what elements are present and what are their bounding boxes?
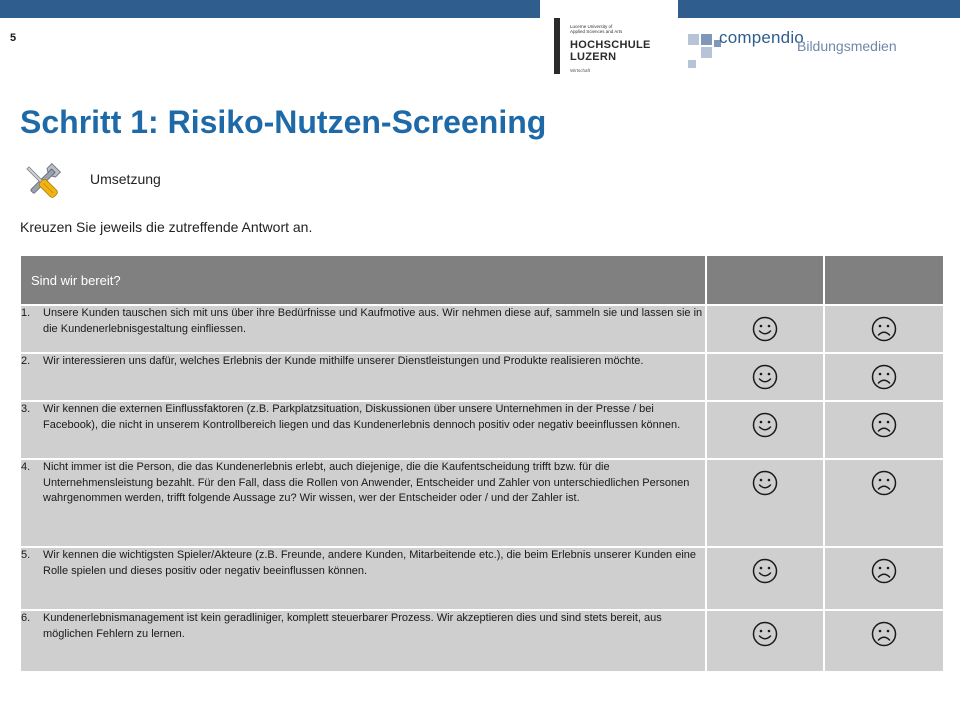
smiley-sad-icon[interactable]	[871, 470, 897, 496]
readiness-table	[19, 254, 945, 673]
answer-sad-cell[interactable]	[825, 548, 943, 609]
page-number: 5	[10, 32, 17, 44]
hslu-department: Wirtschaft	[570, 68, 591, 73]
answer-sad-cell[interactable]	[825, 402, 943, 458]
smiley-happy-icon[interactable]	[752, 621, 778, 647]
answer-happy-cell[interactable]	[707, 548, 823, 609]
table-row	[21, 460, 943, 546]
answer-sad-cell[interactable]	[825, 354, 943, 400]
answer-happy-cell[interactable]	[707, 354, 823, 400]
smiley-sad-icon[interactable]	[871, 316, 897, 342]
table-header-blank	[825, 256, 943, 304]
smiley-sad-icon[interactable]	[871, 412, 897, 438]
smiley-happy-icon[interactable]	[752, 558, 778, 584]
question-text: Wir interessieren uns dafür, welches Erlebnis der Kunde mithilfe unserer Dienstleistungen und Produkte realisieren möchte.	[43, 355, 644, 367]
hslu-name-line-1: HOCHSCHULE	[570, 39, 651, 51]
hslu-small-line-1: Lucerne University of	[570, 24, 613, 29]
table-header-blank	[707, 256, 823, 304]
question-number: 4.	[21, 461, 31, 473]
question-cell	[21, 460, 705, 546]
question-text: Wir kennen die wichtigsten Spieler/Akteure (z.B. Freunde, andere Kunden, Mitarbeitende etc.), die beim Erlebnis unserer Kunden eine Rolle spielen und dieses positiv oder negativ beeinflussen können.	[43, 549, 697, 577]
answer-happy-cell[interactable]	[707, 611, 823, 671]
question-number: 1.	[21, 307, 31, 319]
question-text: Wir kennen die externen Einflussfaktoren (z.B. Parkplatzsituation, Diskussionen über unsere Unternehmen in der Presse / bei Facebook), die nicht in unserem Kontrollbereich liegen und das Kundenerlebnis dennoch positiv oder negativ beeinflussen können.	[43, 403, 681, 431]
section-label: Umsetzung	[90, 171, 161, 187]
smiley-sad-icon[interactable]	[871, 558, 897, 584]
question-number: 6.	[21, 612, 31, 624]
question-item	[21, 548, 705, 579]
question-cell	[21, 354, 705, 400]
compendio-logo-square	[688, 60, 696, 68]
answer-sad-cell[interactable]	[825, 611, 943, 671]
question-cell	[21, 306, 705, 352]
question-item	[21, 306, 705, 337]
question-cell	[21, 611, 705, 671]
answer-happy-cell[interactable]	[707, 460, 823, 546]
compendio-logo-square	[701, 34, 712, 45]
compendio-logo-square	[701, 47, 712, 58]
question-item	[21, 611, 705, 642]
smiley-happy-icon[interactable]	[752, 412, 778, 438]
answer-happy-cell[interactable]	[707, 402, 823, 458]
top-bar-gap	[540, 0, 678, 18]
question-text: Kundenerlebnismanagement ist kein geradliniger, komplett steuerbarer Prozess. Wir akzeptieren dies und sind stets bereit, aus möglichen Fehlern zu lernen.	[43, 612, 662, 640]
hslu-name-line-2: LUZERN	[570, 51, 617, 63]
table-header-question: Sind wir bereit?	[21, 256, 705, 304]
smiley-happy-icon[interactable]	[752, 364, 778, 390]
question-cell	[21, 548, 705, 609]
answer-sad-cell[interactable]	[825, 460, 943, 546]
compendio-subtitle: Bildungsmedien	[797, 38, 897, 54]
question-text: Unsere Kunden tauschen sich mit uns über ihre Bedürfnisse und Kaufmotive aus. Wir nehmen diese auf, sammeln sie und lassen sie in die Kundenerlebnisgestaltung einfliessen.	[43, 307, 703, 335]
table-row	[21, 548, 943, 609]
compendio-logo	[678, 18, 960, 70]
table-row	[21, 611, 943, 671]
answer-sad-cell[interactable]	[825, 306, 943, 352]
smiley-happy-icon[interactable]	[752, 470, 778, 496]
table-row	[21, 354, 943, 400]
table-header-row	[21, 256, 943, 304]
table-row	[21, 306, 943, 352]
question-number: 3.	[21, 403, 31, 415]
answer-happy-cell[interactable]	[707, 306, 823, 352]
smiley-sad-icon[interactable]	[871, 621, 897, 647]
hslu-logo-bar	[554, 18, 560, 74]
page-title: Schritt 1: Risiko-Nutzen-Screening	[20, 104, 547, 140]
question-number: 5.	[21, 549, 31, 561]
top-bar	[0, 0, 960, 18]
hslu-logo	[554, 18, 668, 90]
table-row	[21, 402, 943, 458]
question-item	[21, 354, 705, 370]
tools-icon	[20, 160, 64, 204]
hslu-small-line-2: Applied Sciences and Arts	[570, 29, 623, 34]
instruction-text: Kreuzen Sie jeweils die zutreffende Antwort an.	[20, 219, 313, 235]
question-cell	[21, 402, 705, 458]
compendio-logo-square	[688, 34, 699, 45]
question-number: 2.	[21, 355, 31, 367]
smiley-happy-icon[interactable]	[752, 316, 778, 342]
question-text: Nicht immer ist die Person, die das Kundenerlebnis erlebt, auch diejenige, die die Kaufentscheidung trifft bzw. für die Unternehmensleistung bezahlt. Für den Fall, dass die Rollen von Anwender, Entscheider und Zahler von unterschiedlichen Personen wahrgenommen werden, trifft folgende Aussage zu? Wir wissen, wer der Entscheider oder / und der Zahler ist.	[43, 461, 690, 504]
question-item	[21, 402, 705, 433]
question-item	[21, 460, 705, 507]
smiley-sad-icon[interactable]	[871, 364, 897, 390]
compendio-name: compendio	[719, 28, 804, 47]
table-body	[21, 306, 943, 671]
